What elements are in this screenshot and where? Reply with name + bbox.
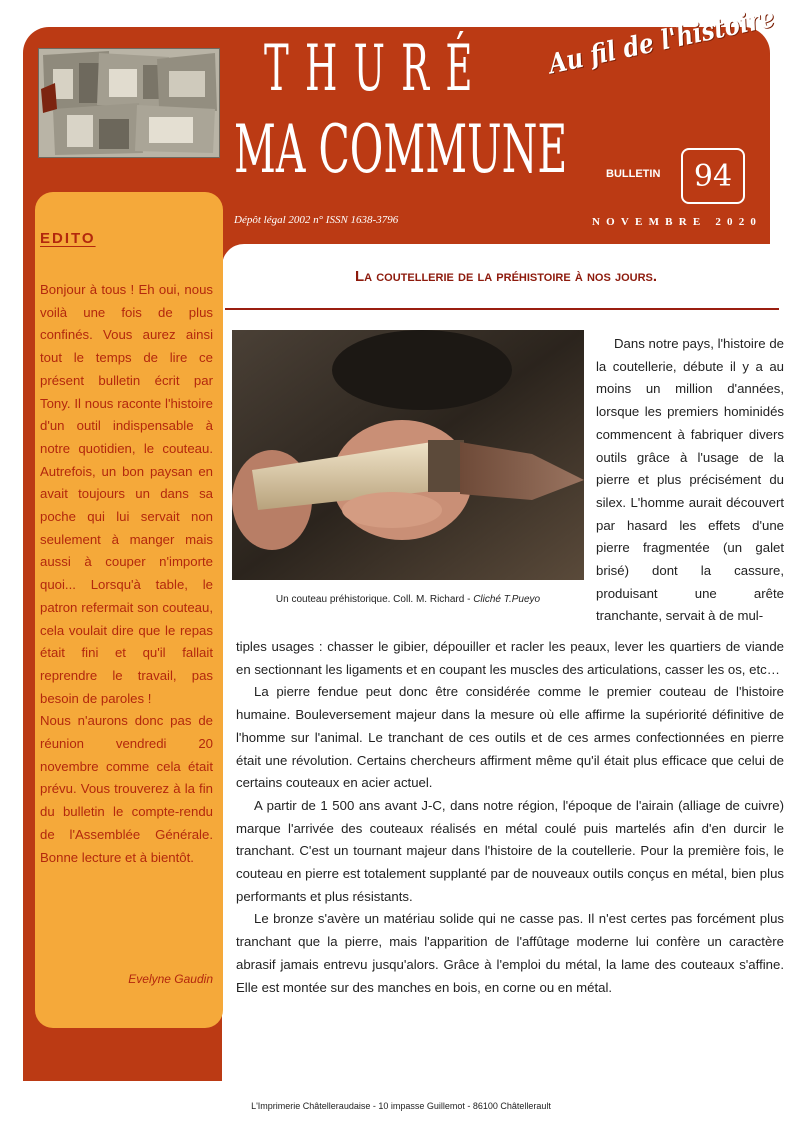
edito-heading: EDITO — [40, 230, 96, 247]
printer-footer: L'Imprimerie Châtelleraudaise - 10 impasse Guillemot - 86100 Châtellerault — [251, 1101, 551, 1111]
masthead-title-line-2: MA COMMUNE — [234, 111, 568, 188]
article-paragraph: tiples usages : chasser le gibier, dépouiller et racler les peaux, lever les quartiers de viande en sectionnant les ligaments et en coupant les muscles des articulations, casser les os, etc… — [236, 639, 784, 677]
bulletin-number: 94 — [693, 158, 733, 194]
article-paragraph: La pierre fendue peut donc être considérée comme le premier couteau de l'histoire humaine. Bouleversement majeur dans la mesure où elle affirme la supériorité définitive de l'homme sur l'animal. Le tranchant de ces outils et de ces armes confectionnées en pierre était une révolution. Certains chercheurs affirment même qu'il était plus efficace que celui de certains couteaux en acier actuel. — [236, 684, 784, 791]
photo-caption — [232, 594, 584, 605]
edito-paragraph: Bonjour à tous ! Eh oui, nous voilà une fois de plus confinés. Vous aurez ainsi tout le temps de lire ce présent bulletin écrit par Tony. Il nous raconte l'histoire d'un outil indispensable à notre quotidien, le couteau. Autrefois, un bon paysan en avait toujours un dans sa poche qui lui servait non seulement à manger mais aussi à couper n'importe quoi... Lorsqu'à table, le patron refermait son couteau, cela voulait dire que le repas était fini et qu'il fallait reprendre le travail, pas besoin de paroles ! — [40, 282, 213, 706]
article-divider — [225, 308, 779, 310]
article-title: La coutellerie de la préhistoire à nos jours. — [354, 268, 658, 285]
caption-credit: Cliché T.Pueyo — [473, 594, 541, 605]
article-paragraph: Le bronze s'avère un matériau solide qui ne casse pas. Il n'est certes pas forcément plus tranchant que la pierre, mais l'apparition de l'affûtage moderne lui confère un caractère abrasif jamais entrevu jusqu'alors. Grâce à l'emploi du métal, la lame des couteaux s'affine. Elle est montée sur des manches en bois, en corne ou en métal. — [236, 911, 784, 995]
article-paragraph: Dans notre pays, l'histoire de la coutellerie, débute il y a au moins un million d'années, lorsque les premiers hominidés commencent à fabriquer divers outils grâce à l'usage de la pierre et plus précisément du silex. L'homme aurait découvert par hasard les effets d'une pierre fragmentée (un galet brisé) dont la cassure, produisant une arête tranchante, servait à de mul- — [596, 336, 784, 624]
edito-paragraph: Nous n'aurons donc pas de réunion vendredi 20 novembre comme cela était prévu. Vous trouverez à la fin du bulletin le compte-rendu de l'Assemblée Générale. Bonne lecture et à bientôt. — [40, 713, 213, 865]
legal-deposit: Dépôt légal 2002 n° ISSN 1638-3796 — [234, 214, 399, 226]
masthead-title-line-1: THURÉ — [264, 32, 489, 106]
village-photo-collage — [38, 48, 220, 158]
edito-signature: Evelyne Gaudin — [128, 972, 213, 986]
article-paragraph: A partir de 1 500 ans avant J-C, dans notre région, l'époque de l'airain (alliage de cuivre) marque l'arrivée des couteaux réalisés en métal coulé puis martelés afin d'en durcir le tranchant. C'est un tournant majeur dans l'histoire de la coutellerie. Pour la première fois, le couteau en pierre est totalement supplanté par de nouveaux outils conçus en métal, bien plus performants et plus résistants. — [236, 797, 784, 904]
prehistoric-knife-photo — [232, 330, 584, 580]
article-text-column — [596, 333, 784, 628]
edito-text — [40, 279, 213, 869]
bulletin-label: BULLETIN — [606, 168, 661, 180]
masthead-subtitle: Au fil de l'histoire — [546, 2, 778, 81]
bulletin-number-box — [681, 148, 745, 204]
article-body — [236, 636, 784, 999]
issue-date: NOVEMBRE 2020 — [592, 216, 763, 228]
caption-main: Un couteau préhistorique. Coll. M. Richard - — [275, 594, 471, 605]
